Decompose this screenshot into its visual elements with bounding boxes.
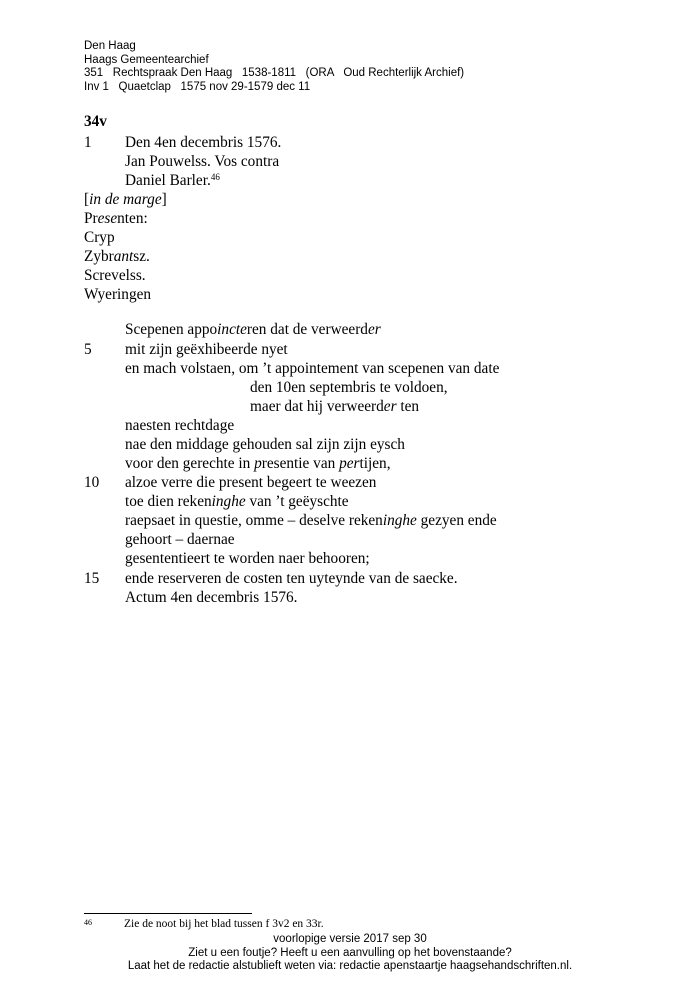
text-line-4: den 10en septembris te voldoen, <box>250 379 448 396</box>
text-line-15: Actum 4en decembris 1576. <box>125 589 298 606</box>
entry-parties-2-text: Daniel Barler. <box>125 172 211 189</box>
text-line-12: gehoort – daernae <box>125 531 235 548</box>
header-inventory: Inv 1 Quaetclap 1575 nov 29-1579 dec 11 <box>84 80 311 93</box>
footnote-number: 46 <box>84 918 92 927</box>
margin-name-2 <box>84 247 150 266</box>
margin-present <box>84 209 148 228</box>
text-line-11c: gezyen ende <box>416 512 497 529</box>
text-line-1d: er <box>367 321 381 338</box>
text-line-8 <box>125 454 391 473</box>
text-line-5b: er <box>383 398 397 415</box>
text-line-2: mit zijn geëxhibeerde nyet <box>125 341 288 358</box>
footnote-text: Zie de noot bij het blad tussen f 3v2 en 33r. <box>124 918 324 930</box>
text-line-10a: toe dien reken <box>125 493 212 510</box>
entry-date: Den 4en decembris 1576. <box>125 134 282 151</box>
header-city: Den Haag <box>84 40 136 52</box>
footnote <box>84 918 324 932</box>
footer-contact: Laat het de redactie alstublieft weten via: redactie apenstaartje haagsehandschriften.nl. <box>127 960 573 973</box>
text-line-11b: inghe <box>382 512 417 529</box>
folio-number: 34v <box>84 113 107 130</box>
text-line-1 <box>125 320 381 339</box>
text-line-1b: incte <box>217 321 247 338</box>
text-line-10b: inghe <box>211 493 246 510</box>
text-line-8a: voor den gerechte in <box>125 455 255 472</box>
header-archive: Haags Gemeentearchief <box>84 53 209 66</box>
margin-name-1: Cryp <box>84 229 115 246</box>
margin-name-2c: sz. <box>133 248 150 265</box>
text-line-11a: raepsaet in questie, omme – deselve reken <box>125 512 383 529</box>
page-header <box>84 40 464 94</box>
text-line-13: gesententieert te worden naer behooren; <box>125 550 370 567</box>
footer-question: Ziet u een foutje? Heeft u een aanvulling op het bovenstaande? <box>188 946 512 959</box>
text-line-8d: per <box>339 455 360 472</box>
margin-name-2b: ant <box>113 248 134 265</box>
entry-parties-1: Jan Pouwelss. Vos contra <box>125 153 280 170</box>
text-line-8b: p <box>254 455 262 472</box>
margin-name-2a: Zybr <box>84 248 114 265</box>
margin-present-b: ese <box>97 210 118 227</box>
text-line-7: nae den middage gehouden sal zijn zijn eysch <box>125 436 405 453</box>
text-line-5 <box>250 397 419 416</box>
margin-present-a: Pr <box>84 210 98 227</box>
margin-name-4: Wyeringen <box>84 286 152 303</box>
text-line-8c: resentie van <box>261 455 340 472</box>
line-number-1: 1 <box>84 134 92 151</box>
margin-label-text: in de marge <box>89 191 162 208</box>
text-line-10 <box>125 492 349 511</box>
margin-name-3: Screvelss. <box>84 267 146 284</box>
line-number-10: 10 <box>84 474 100 491</box>
text-line-5a: maer dat hij verweerd <box>250 398 384 415</box>
margin-label <box>84 190 167 209</box>
text-line-8e: tijen, <box>359 455 391 472</box>
page-footer <box>0 933 700 974</box>
text-line-3: en mach volstaen, om ’t appointement van scepenen van date <box>125 360 500 377</box>
line-number-15: 15 <box>84 570 100 587</box>
text-line-6: naesten rechtdage <box>125 417 235 434</box>
text-line-11 <box>125 511 497 530</box>
text-line-1c: ren dat de verweerd <box>246 321 368 338</box>
footer-version: voorlopige versie 2017 sep 30 <box>273 933 427 945</box>
margin-present-c: nten: <box>117 210 148 227</box>
text-line-10c: van ’t geëyschte <box>245 493 349 510</box>
line-number-5: 5 <box>84 341 92 358</box>
footnote-ref: 46 <box>210 172 220 182</box>
text-line-5c: ten <box>396 398 420 415</box>
entry-parties-2 <box>125 171 220 190</box>
margin-bracket-close: ] <box>161 191 167 208</box>
header-collection: 351 Rechtspraak Den Haag 1538-1811 (ORA Oud Rechterlijk Archief) <box>84 67 465 80</box>
text-line-9: alzoe verre die present begeert te weezen <box>125 474 377 491</box>
footnote-divider <box>84 913 252 914</box>
text-line-14: ende reserveren de costen ten uyteynde van de saecke. <box>125 570 458 587</box>
margin-bracket-open: [ <box>84 191 90 208</box>
text-line-1a: Scepenen appo <box>125 321 218 338</box>
